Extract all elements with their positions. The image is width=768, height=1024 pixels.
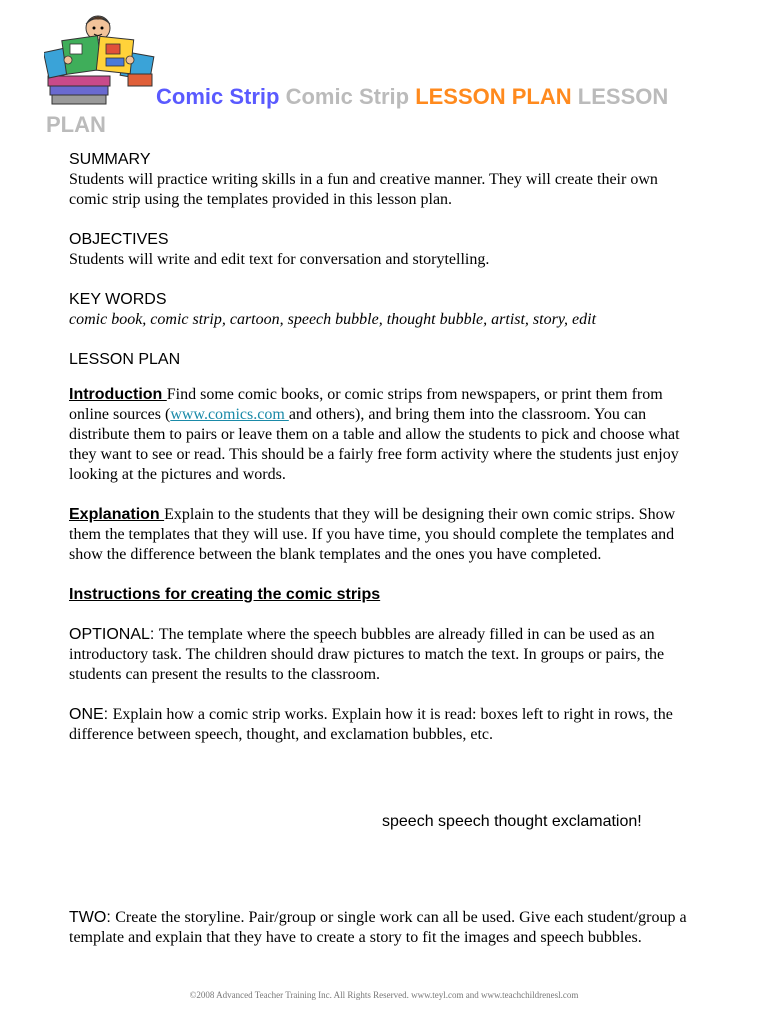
summary-heading: SUMMARY	[69, 151, 151, 168]
summary-text: Students will practice writing skills in a fun and creative manner. They will create their own comic strip using the templates provided in this lesson plan.	[69, 171, 658, 208]
title-part-4: LESSON	[577, 84, 669, 109]
explanation-paragraph	[69, 505, 699, 565]
optional-paragraph	[69, 625, 699, 685]
step-one-paragraph	[69, 705, 699, 745]
step-two-paragraph	[69, 908, 699, 948]
key-words-text: comic book, comic strip, cartoon, speech bubble, thought bubble, artist, story, edit	[69, 311, 597, 328]
step-two-label: TWO:	[69, 909, 116, 926]
title-part-1: Comic Strip	[156, 84, 280, 109]
explanation-label: Explanation	[69, 506, 165, 523]
title-part-3: LESSON PLAN	[415, 84, 572, 109]
key-words-heading: KEY WORDS	[69, 291, 167, 308]
lesson-plan-heading: LESSON PLAN	[69, 351, 181, 368]
objectives-heading: OBJECTIVES	[69, 231, 169, 248]
instructions-heading: Instructions for creating the comic strips	[69, 586, 381, 603]
step-one-label: ONE:	[69, 706, 113, 723]
title-part-5: PLAN	[46, 112, 106, 137]
title-part-2: Comic Strip	[285, 84, 410, 109]
introduction-label: Introduction	[69, 386, 167, 403]
explanation-text: Explain to the students that they will be designing their own comic strips. Show them the templates that they will use. If you have time, you should complete the templates and show the difference between the blank templates and the ones you have completed.	[69, 506, 676, 563]
objectives-text: Students will write and edit text for conversation and storytelling.	[69, 251, 490, 268]
copyright-footer: ©2008 Advanced Teacher Training Inc. All Rights Reserved. www.teyl.com and www.teachchildrenesl.com	[189, 990, 579, 1000]
introduction-text-after: and others), and bring them into the classroom. You can distribute them to pairs or leave them on a table and allow the students to pick and choose what they want to see or read. This should be a fairly free form activity where the students just enjoy looking at the pictures and words.	[69, 406, 680, 483]
bubble-types-line: speech speech thought exclamation!	[382, 813, 642, 830]
comic-reader-clipart-icon	[44, 10, 158, 110]
optional-text: The template where the speech bubbles are already filled in can be used as an introductory task. The children should draw pictures to match the text. In groups or pairs, the students can present the results to the classroom.	[69, 626, 665, 683]
comics-link[interactable]: www.comics.com	[170, 406, 289, 423]
optional-label: OPTIONAL:	[69, 626, 159, 643]
document-title	[156, 84, 668, 110]
step-two-text: Create the storyline. Pair/group or single work can all be used. Give each student/group a template and explain that they have to create a story to fit the images and speech bubbles.	[69, 909, 687, 946]
step-one-text: Explain how a comic strip works. Explain how it is read: boxes left to right in rows, the difference between speech, thought, and exclamation bubbles, etc.	[69, 706, 673, 743]
document-body	[69, 150, 699, 745]
introduction-text-before: Find some comic books, or comic strips from newspapers, or print them from online sources (	[69, 386, 663, 423]
introduction-paragraph	[69, 385, 699, 485]
